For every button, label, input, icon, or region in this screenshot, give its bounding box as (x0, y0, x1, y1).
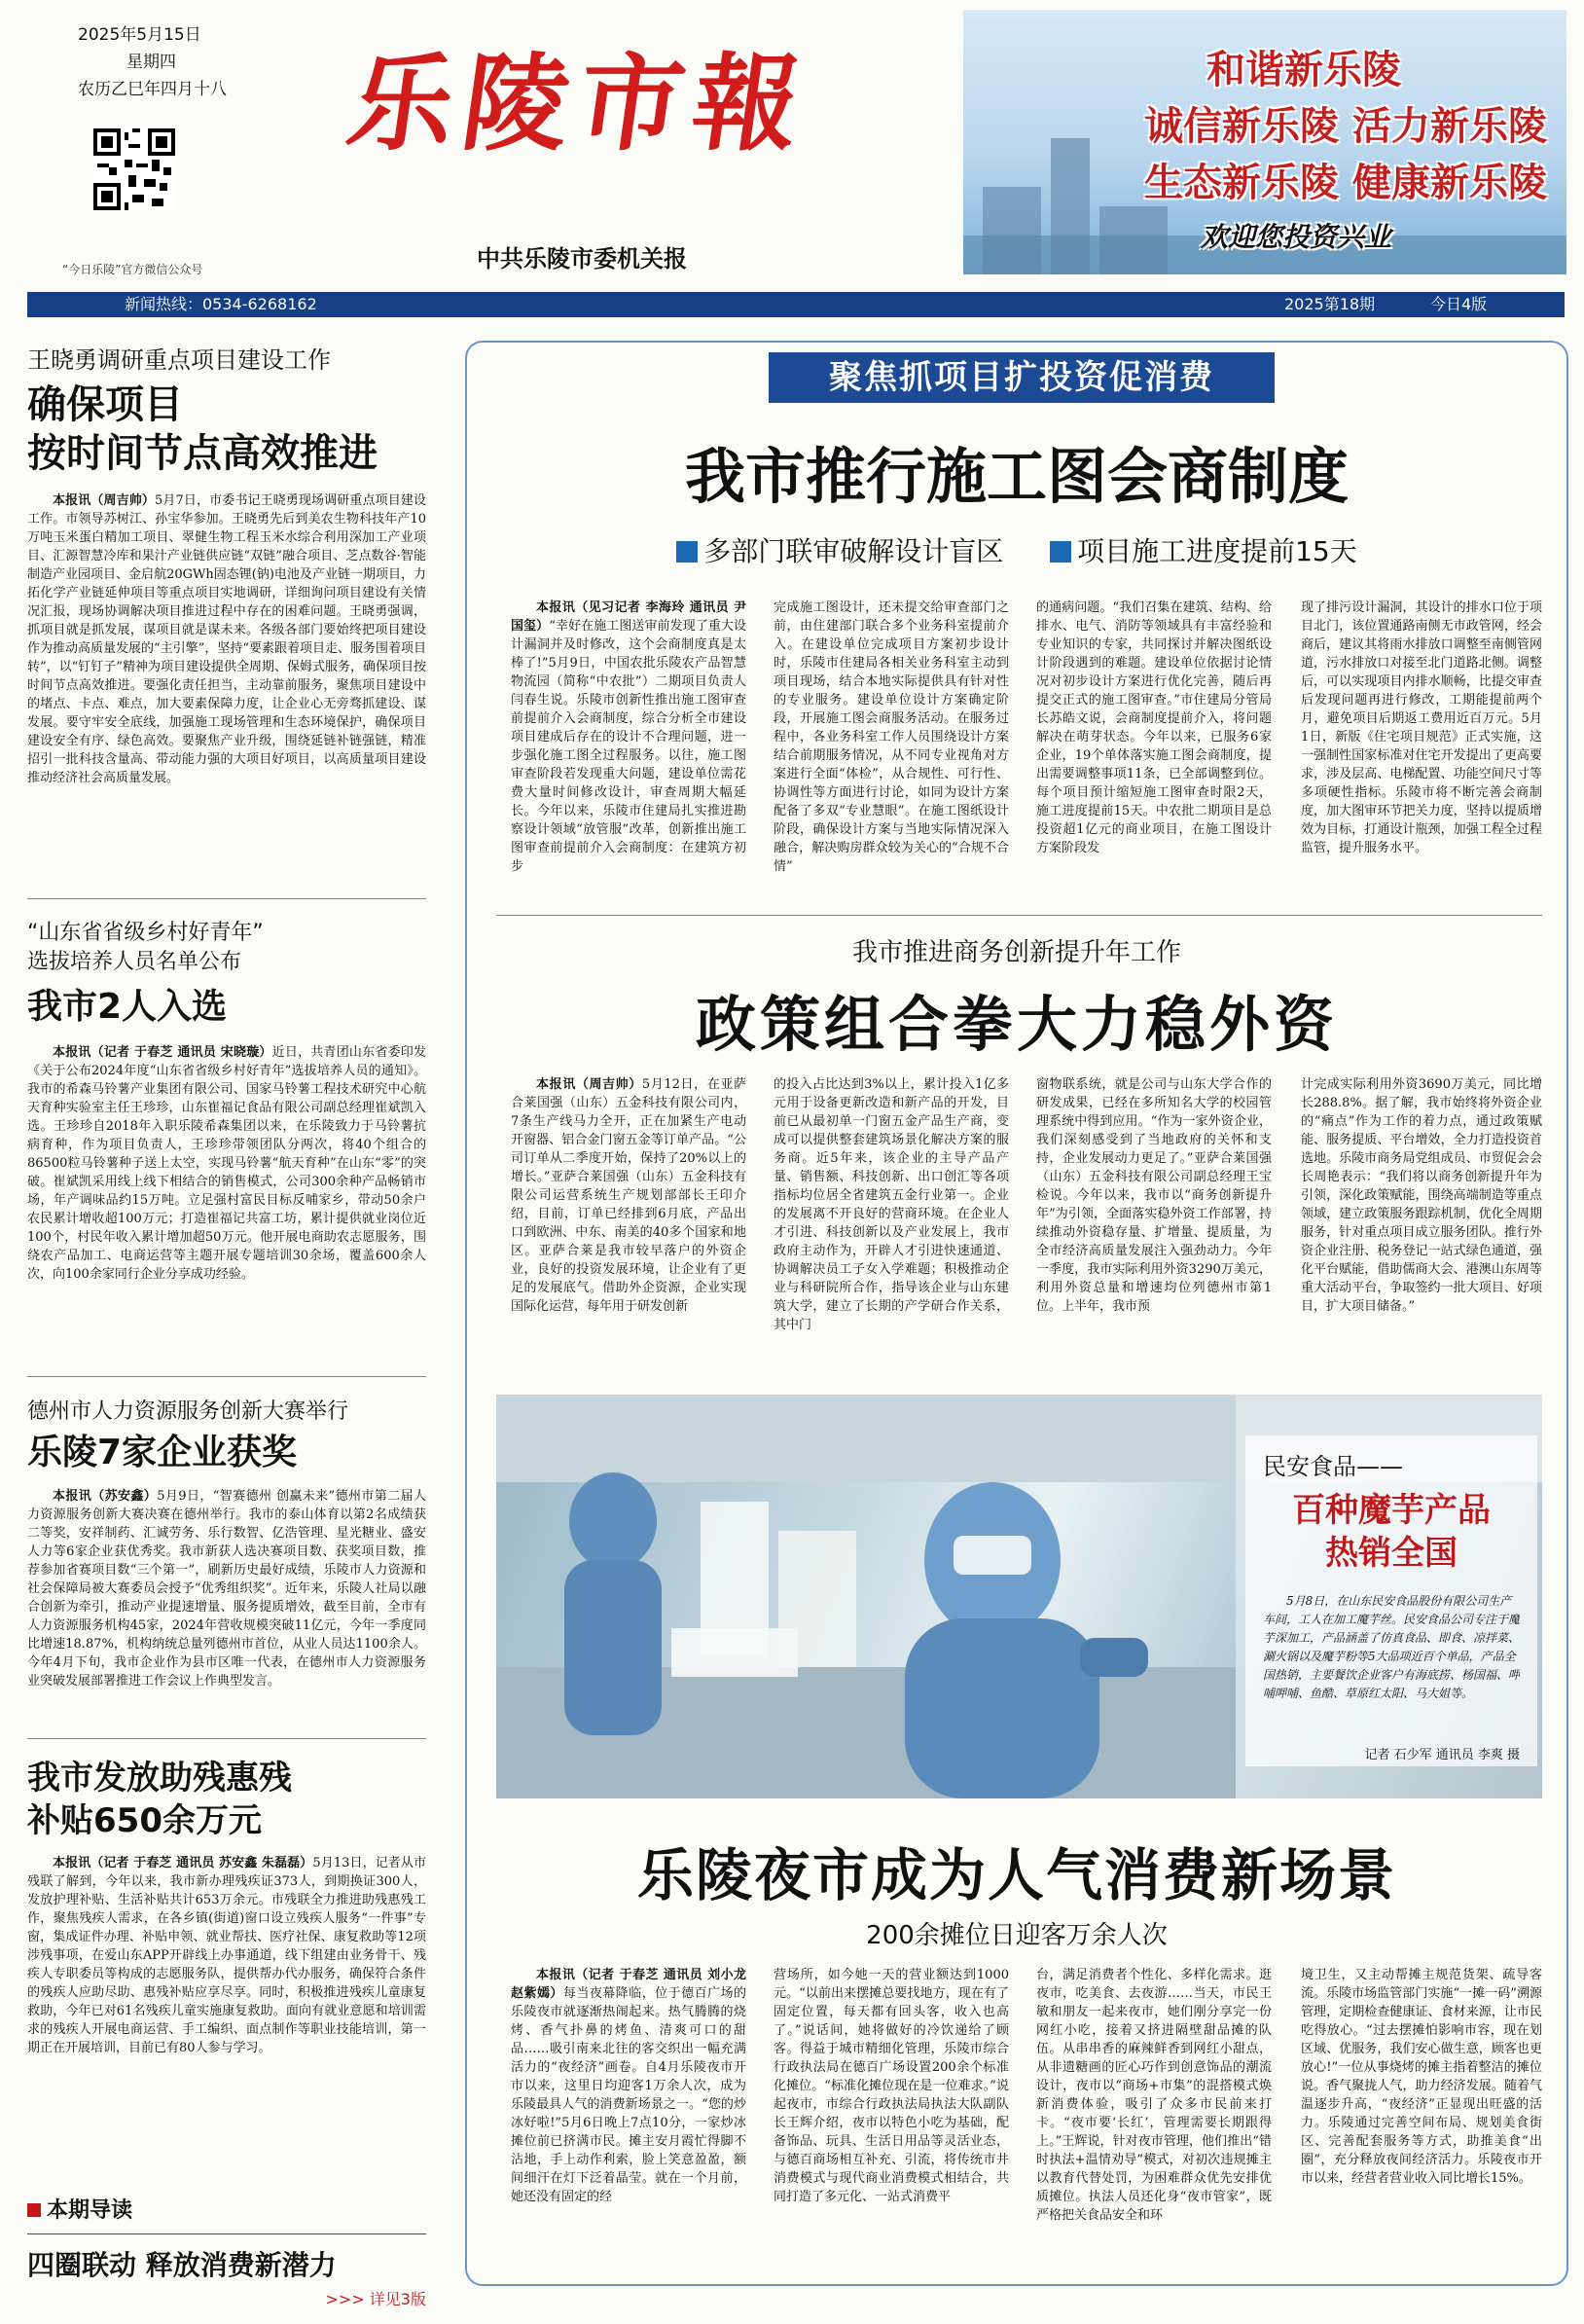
qr-code-icon (93, 128, 175, 210)
story-headline: 确保项目 按时间节点高效推进 (27, 382, 378, 476)
photo-credit: 记者 石少军 通讯员 李爽 摄 (1364, 1748, 1520, 1762)
story-project-inspection[interactable] (27, 341, 426, 873)
story-lead: 本报讯（记者 于春芝 通讯员 刘小龙 赵紫嫣） (511, 1968, 746, 2001)
page-count: 今日4版 (1430, 295, 1488, 313)
foreign-headline[interactable]: 政策组合拳大力稳外资 (695, 989, 1338, 1060)
lead-column-1: 本报讯（见习记者 李海玲 通讯员 尹国玺）“幸好在施工图送审前发现了重大设计漏洞并及时修改，这个会商制度真是太棒了!”5月9日，中国农批乐陵农产品智慧物流园（简称“中农批”）二期项目负责人闫春生说。乐陵市创新性推出施工图审查前提前介入会商制度，综合分析全市建设项目建成后存在的设计不合理问题，进一步强化施工图全过程服务。以往，施工图审查阶段若发现重大问题，建设单位需花费大量时间修改设计，审查周期大幅延长。今年以来，乐陵市住建局扎实推进勘察设计领域“放管服”改革，创新推出施工图审查前提前介入会商制度：在建筑方初步 (511, 600, 746, 874)
foreign-kicker: 我市推进商务创新提升年工作 (851, 938, 1181, 967)
story-kicker: 德州市人力资源服务创新大赛举行 (27, 1399, 349, 1424)
night-market-body (511, 1966, 1542, 2258)
divider (496, 915, 1542, 916)
lead-deck (467, 530, 1566, 569)
issue-weekday: 星期四 (126, 53, 176, 72)
story-kicker: 王晓勇调研重点项目建设工作 (27, 346, 331, 374)
story-lead: 本报讯（记者 于春芝 通讯员 苏安鑫 朱磊磊） (53, 1856, 313, 1870)
photo-kicker: 民安食品—— (1263, 1453, 1403, 1480)
lead-column-3: 的通病问题。“我们召集在建筑、结构、给排水、电气、消防等领域具有丰富经验和专业知识的专家，共同探讨并解决图纸设计阶段遇到的难题。建设单位依据讨论情况对初步设计方案进行优化完善，随后再提交正式的施工图审查。”市住建局分管局长苏皓文说，会商制度提前介入，将问题解决在萌芽状态。今年以来，已服务6家企业，19个单体落实施工图会商制度，提出需要调整事项11条，已全部调整到位。每个项目预计缩短施工图审查时限2天，施工进度提前15天。中农批二期项目是总投资超1亿元的商业项目，在施工图设计方案阶段发 (1036, 600, 1272, 855)
photo-caption-box (1245, 1435, 1537, 1766)
party-affiliation: 中共乐陵市委机关报 (477, 245, 687, 272)
night-column-4: 境卫生，又主动帮摊主规范货架、疏导客流。乐陵市场监管部门实施“一摊一码”溯源管理，定期检查健康证、食材来源，让市民吃得放心。“过去摆摊怕影响市容，现在划区域、优服务，我们安心做生意，顾客也更放心!”一位从事烧烤的摊主指着整洁的摊位说。香气聚拢人气，助力经济发展。随着气温逐步升高，“夜经济”正显现出旺盛的活力。乐陵通过完善空间布局、规划美食街区、完善配套服务等方式，助推美食“出圈”，充分释放夜间经济活力。乐陵夜市开市以来，经营者营业收入同比增长15%。 (1301, 1968, 1542, 2186)
story-hr-contest[interactable] (27, 1395, 426, 1721)
issue-date: 2025年5月15日 (78, 25, 201, 45)
divider (27, 1376, 426, 1377)
focus-tag: 聚焦抓项目扩投资促消费 (769, 352, 1275, 403)
newspaper-logo: 乐陵市報 (340, 43, 817, 165)
foreign-story-body (511, 1075, 1542, 1375)
square-bullet-icon (1050, 541, 1071, 563)
banner-slogan-1: 和谐新乐陵 (1206, 47, 1401, 92)
divider (27, 1738, 426, 1739)
guide-label: 本期导读 (47, 2198, 133, 2223)
banner-slogan-3: 生态新乐陵 健康新乐陵 (1144, 160, 1547, 205)
story-disability-subsidy[interactable] (27, 1757, 426, 2151)
story-body: 本报讯（周吉帅）5月7日，市委书记王晓勇现场调研重点项目建设工作。市领导苏树江、孙宝华参加。王晓勇先后到美农生物科技年产10万吨玉米蛋白精加工项目、翠健生物工程玉米水综合利用深加工产业项目、汇源智慧冷库和果汁产业链供应链“双链”融合项目、芝点数谷·智能制造产业园项目、金启航20GWh固态锂(钠)电池及产业链一期项目，力拓化学产业链延伸项目等重点项目实地调研，详细询问项目建设有关情况汇报，现场协调解决项目推进过程中存在的困难问题。王晓勇强调，抓项目就是抓发展，谋项目就是谋未来。各级各部门要始终把项目建设作为推动高质量发展的“主引擎”，坚持“要素跟着项目走、服务围着项目转”，以“钉钉子”精神为项目建设提供全周期、保姆式服务，确保项目按时间节点高效推进。要强化责任担当，主动靠前服务，聚焦项目建设中的堵点、卡点、难点，加大要素保障力度，让企业心无旁骛抓建设、谋发展。要守牢安全底线，加强施工现场管理和生态环境保护，确保项目建设安全有序、绿色高效。要聚焦产业升级，围绕延链补链强链，精准招引一批科技含量高、带动能力强的大项目好项目，以高质量项目建设推动经济社会高质量发展。 (27, 493, 426, 785)
story-headline: 乐陵7家企业获奖 (27, 1433, 298, 1472)
left-column (27, 341, 426, 2151)
story-rural-youth[interactable] (27, 919, 426, 1357)
banner-advert (963, 10, 1566, 274)
masthead-date-block (78, 21, 227, 103)
story-lead: 本报讯（见习记者 李海玲 通讯员 尹国玺） (511, 600, 746, 634)
lead-column-2: 完成施工图设计，还未提交给审查部门之前，由住建部门联合多个业务科室提前介入。在建设单位完成项目方案初步设计时，乐陵市住建局各相关业务科室主动到项目现场，结合本地实际提供具有针对性的专业服务。建设单位设计方案确定阶段，开展施工图会商服务活动。在服务过程中，各业务科室工作人员围绕设计方案结合前期服务情况，从不同专业视角对方案进行全面“体检”，从合规性、可行性、协调性等方面进行讨论，如同为设计方案配备了多双“专业慧眼”。在施工图纸设计阶段，确保设计方案与当地实际情况深入融合，解决购房群众较为关心的“合规不合情” (774, 600, 1009, 874)
story-kicker: “山东省省级乡村好青年” 选拔培养人员名单公布 (27, 921, 264, 974)
banner-slogan-4: 欢迎您投资兴业 (1200, 221, 1391, 253)
guide-square-icon (27, 2203, 41, 2217)
night-column-2: 营场所，如今她一天的营业额达到1000元。“以前出来摆摊总要找地方，现在有了固定位置，每天都有回头客，收入也高了。”说话间，她将做好的冷饮递给了顾客。得益于城市精细化管理，乐陵市综合行政执法局在德百广场设置200余个标准化摊位。“标准化摊位现在是一位难求。”说起夜市，市综合行政执法局执法大队副队长王辉介绍，夜市以特色小吃为基础，配备饰品、玩具、生活日用品等灵活业态，与德百商场相互补充、引流，将传统市井消费模式与现代商业消费模式相结合，共同打造了多元化、一站式消费平 (774, 1968, 1009, 2204)
banner-slogan-2: 诚信新乐陵 活力新乐陵 (1144, 103, 1547, 149)
foreign-column-3: 窗物联系统，就是公司与山东大学合作的研发成果，已经在多所知名大学的校园管理系统中得到应用。“作为一家外资企业，我们深刻感受到了当地政府的关怀和支持，企业发展动力更足了。”亚萨合莱国强（山东）五金科技有限公司副总经理王宝检说。今年以来，我市以“商务创新提升年”为引领，全面落实稳外资工作部署，持续推动外资稳存量、扩增量、提质量，为全市经济高质量发展注入强劲动力。今年一季度，我市实际利用外资3290万美元，利用外资总量和增速均位列德州市第1位。上半年，我市预 (1036, 1077, 1272, 1314)
story-lead: 本报讯（周吉帅） (536, 1077, 642, 1092)
issue-lunar-date: 农历乙巳年四月十八 (78, 80, 227, 99)
wechat-qr-code[interactable] (93, 128, 175, 210)
night-column-1: 本报讯（记者 于春芝 通讯员 刘小龙 赵紫嫣）每当夜幕降临，位于德百广场的乐陵夜市就逐渐热闹起来。热气腾腾的烧烤、香气扑鼻的烤鱼、清爽可口的甜品……吸引南来北往的客交织出一幅充满活力的“夜经济”画卷。自4月乐陵夜市开市以来，这里日均迎客1万余人次，成为乐陵最具人气的消费新场景之一。“您的炒冰好啦!”5月6日晚上7点10分，一家炒冰摊位前已挤满市民。摊主安月霞忙得脚不沾地，手上动作利索，脸上笑意盈盈，额间细汗在灯下泛着晶莹。就在一个月前，她还没有固定的经 (511, 1968, 746, 2204)
guide-box[interactable] (27, 2194, 426, 2309)
square-bullet-icon (676, 541, 698, 563)
lead-column-4: 现了排污设计漏洞，其设计的排水口位于项目北门，该位置通路南侧无市政管网，经会商后，建议其将雨水排放口调整至南侧管网道，污水排放口对接至北门道路北侧。调整后，可以实现项目内排水顺畅，比提交审查后发现问题再进行修改，工期能提前两个月，避免项目后期返工费用近百万元。5月1日，新版《住宅项目规范》正式实施，这一强制性国家标准对住宅开发提出了更高要求，涉及层高、电梯配置、功能空间尺寸等多项硬性指标。乐陵市将不断完善会商制度，加大图审环节把关力度，坚持以提质增效为目标，打通设计瓶颈，加强工程全过程监管，提升服务水平。 (1301, 600, 1542, 855)
lead-deck-1: 多部门联审破解设计盲区 (703, 535, 1004, 567)
divider (27, 2233, 426, 2234)
hotline-bar (27, 292, 1565, 317)
story-body: 本报讯（记者 于春芝 通讯员 苏安鑫 朱磊磊）5月13日，记者从市残联了解到，今年以来，我市新办理残疾证373人，到期换证300人，发放护理补贴、生活补贴共计653万余元。市残联全力推进助残惠残工作，聚焦残疾人需求，在各乡镇(街道)窗口设立残疾人服务“一件事”专窗，集成证件办理、补贴申领、就业帮扶、医疗社保、康复救助等12项涉残事项，在爱山东APP开辟线上办事通道，线下组建由业务骨干、残疾人专职委员等构成的志愿服务队，提供帮办代办服务，确保符合条件的残疾人应助尽助、惠残补贴应享尽享。同时，积极推进残疾儿童康复救助，今年已对61名残疾儿童实施康复救助。面向有就业意愿和培训需求的残疾人开展电商运营、手工编织、面点制作等职业技能培训，第一期正在开展培训，目前已有80人参与学习。 (27, 1856, 426, 2055)
story-headline: 我市2人入选 (27, 987, 228, 1027)
lead-story-body (511, 599, 1542, 892)
story-lead: 本报讯（周吉帅） (53, 493, 155, 508)
night-market-headline[interactable]: 乐陵夜市成为人气消费新场景 (636, 1842, 1396, 1908)
story-body: 本报讯（记者 于春芝 通讯员 宋晓璇）近日，共青团山东省委印发《关于公布2024年度“山东省省级乡村好青年”选拔培养人员的通知》。我市的希森马铃薯产业集团有限公司、国家马铃薯工程技术研究中心航天育种实验室主任王珍珍，山东崔福记食品有限公司副总经理崔斌凯入选。王珍珍自2018年入职乐陵希森集团以来，在乐陵致力于马铃薯抗病育种，作为项目负责人，王珍珍带领团队分两次，将40个组合的86500粒马铃薯种子送上太空，实现马铃薯“航天育种”在山东“零”的突破。崔斌凯采用线上线下相结合的销售模式，公司300余种产品畅销市场，年产调味品约15万吨。立足强村富民目标反哺家乡，带动50余户农民累计增收超100万元；打造崔福记共富工坊，累计提供就业岗位近100个，村民年收入累计增加超50万元。他开展电商助农志愿服务，围绕农产品加工、电商运营等主题开展专题培训30余场，覆盖600余人次，向100余家同行企业分享成功经验。 (27, 1045, 426, 1282)
night-column-3: 台，满足消费者个性化、多样化需求。逛夜市，吃美食、去夜游……当天，市民王敏和朋友一起来夜市，她们刚分享完一份网红小吃，接着又挤进隔壁甜品摊的队伍。从串串香的麻辣鲜香到网红小甜点，从非遗糖画的匠心巧作到创意饰品的潮流设计，夜市以“商场+市集”的混搭模式焕新消费体验，吸引了众多市民前来打卡。“夜市要‘长红’，管理需要长期跟得上。”王辉说，针对夜市管理，他们推出“错时执法+温情劝导”模式，对初次违规摊主以教育代替处罚，为困难群众优先安排优质摊位。执法人员还化身“夜市管家”，既严格把关食品安全和环 (1036, 1968, 1272, 2223)
foreign-column-4: 计完成实际利用外资3690万美元，同比增长288.8%。据了解，我市始终将外资企业的“痛点”作为工作的着力点，通过政策赋能、服务提质、平台增效，全力打造投资首选地。乐陵市商务局党组成员、市贸促会会长周艳表示：“我们将以商务创新提升年为引领，深化政策赋能，围绕高端制造等重点领域，建立政策服务跟踪机制，优化全周期服务，针对重点项目成立服务团队。推行外资企业注册、税务登记一站式绿色通道，强化平台赋能，借助儒商大会、港澳山东周等重大活动平台，争取签约一批大项目、好项目，扩大项目储备。” (1301, 1077, 1542, 1314)
story-body: 本报讯（苏安鑫）5月9日，“智赛德州 创赢未来”德州市第二届人力资源服务创新大赛决赛在德州举行。我市的泰山体育以第2名成绩获二等奖，安祥制药、汇诚劳务、乐行数智、亿浩管理、星光糖业、盛安人力等6家企业获优秀奖。我市新获人选决赛项目数、获奖项目数，推荐参加省赛项目数“三个第一”，刷新历史最好成绩，乐陵市人力资源和社会保障局被大赛委员会授予“优秀组织奖”。近年来，乐陵人社局以融合创新为牵引，推动产业提速增量、服务提质增效，截至目前，全市有人力资源服务机构45家，2024年营收规模突破11亿元，今年一季度同比增速18.87%，机构纳统总量列德州市首位，从业人员达1100余人。今年4月下旬，我市企业作为县市区唯一代表，在德州市人力资源服务业突破发展部署推进工作会议上作典型发言。 (27, 1489, 426, 1689)
wechat-caption: “今日乐陵”官方微信公众号 (62, 263, 203, 276)
lead-headline[interactable]: 我市推行施工图会商制度 (684, 441, 1349, 512)
news-hotline: 新闻热线：0534-6268162 (125, 295, 317, 313)
guide-see-page-link[interactable]: >>> 详见3版 (325, 2290, 426, 2308)
issue-number: 2025第18期 (1284, 295, 1376, 313)
photo-title: 百种魔芋产品 热销全国 (1292, 1491, 1491, 1573)
guide-headline: 四圈联动 释放消费新潜力 (27, 2249, 337, 2281)
photo-caption: 5月8日，在山东民安食品股份有限公司生产车间，工人在加工魔芋丝。民安食品公司专注于魔芋深加工，产品涵盖了仿真食品、即食、凉拌菜、涮火锅以及魔芋粉等5大品项近百个单品，产品全国热销，主要餐饮企业客户有海底捞、杨国福、呷哺呷哺、鱼酷、草原红太阳、马大姐等。 (1263, 1594, 1520, 1700)
story-headline: 我市发放助残惠残 补贴650余万元 (27, 1759, 292, 1840)
foreign-column-1: 本报讯（周吉帅）5月12日，在亚萨合莱国强（山东）五金科技有限公司内，7条生产线马力全开，正在加紧生产电动开窗器、铝合金门窗五金等订单产品。“公司订单从二季度开始，保持了20%以上的增长。”亚萨合莱国强（山东）五金科技有限公司运营系统生产规划部部长王印介绍，目前，订单已经排到6月底，产品出口到欧洲、中东、南美的40多个国家和地区。亚萨合莱是我市较早落户的外资企业，良好的投资发展环境，让企业有了更足的发展底气。借助外企资源，企业实现国际化运营，每年用于研发创新 (511, 1077, 746, 1314)
divider (27, 898, 426, 899)
story-lead: 本报讯（记者 于春芝 通讯员 宋晓璇） (53, 1045, 272, 1060)
lead-deck-2: 项目施工进度提前15天 (1077, 535, 1357, 567)
foreign-column-2: 的投入占比达到3%以上，累计投入1亿多元用于设备更新改造和新产品的开发，目前已从最初单一门窗五金产品生产商，变成可以提供整套建筑场景化解决方案的服务商。近5年来，该企业的主导产品产量、销售额、科技创新、出口创汇等各项指标均位居全省建筑五金行业第一。企业的发展离不开良好的营商环境。在企业人才引进、科技创新以及产业发展上，我市政府主动作为，开辟人才引进快速通道、协调解决员工子女入学难题；积极推动企业与科研院所合作，指导该企业与山东建筑大学，建立了长期的产学研合作关系，其中门 (774, 1077, 1009, 1332)
night-market-subhead: 200余摊位日迎客万余人次 (866, 1921, 1168, 1950)
story-lead: 本报讯（苏安鑫） (53, 1489, 158, 1504)
